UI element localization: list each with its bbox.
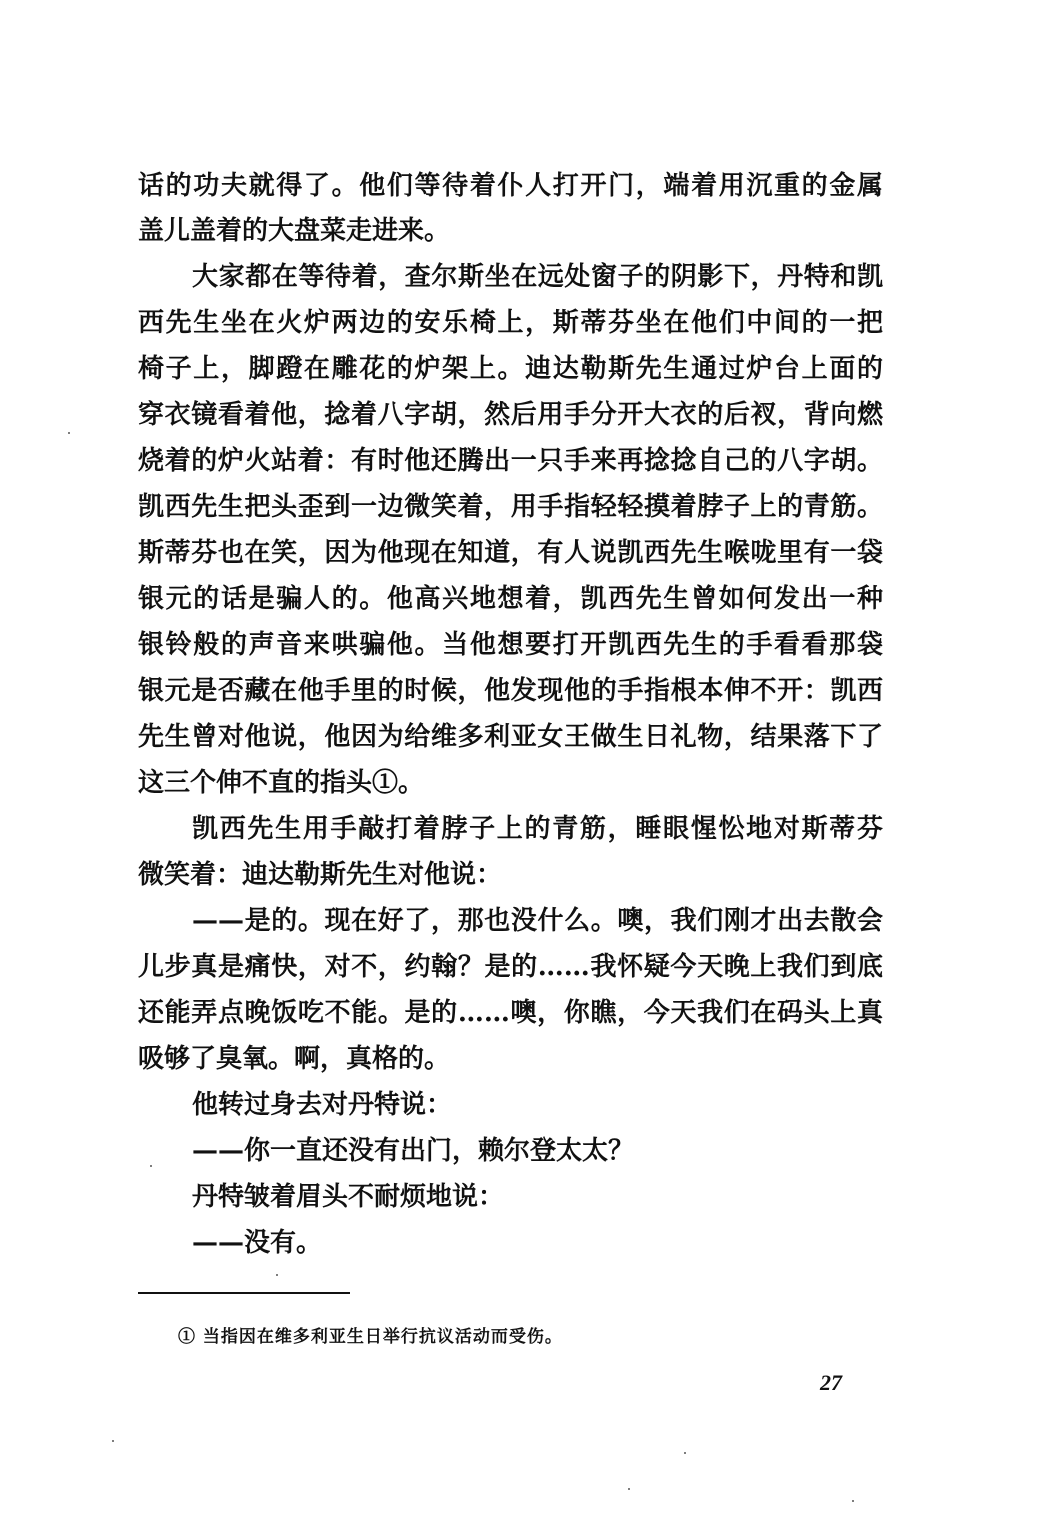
text-line: 斯蒂芬也在笑，因为他现在知道，有人说凯西先生喉咙里有一袋 (138, 538, 883, 568)
scan-speck (276, 1274, 278, 1276)
text-line: 他转过身去对丹特说： (192, 1090, 453, 1120)
text-line: 这三个伸不直的指头①。 (138, 768, 425, 798)
text-line: 吸够了臭氧。啊，真格的。 (138, 1044, 451, 1074)
text-line: ——没有。 (192, 1228, 323, 1258)
footnote-divider (138, 1292, 350, 1294)
text-line: 穿衣镜看着他，捻着八字胡，然后用手分开大衣的后衩，背向燃 (138, 400, 883, 430)
text-line: 烧着的炉火站着：有时他还腾出一只手来再捻捻自己的八字胡。 (138, 446, 883, 476)
text-line: 盖儿盖着的大盘菜走进来。 (138, 216, 451, 246)
scan-speck (112, 1440, 114, 1442)
text-line: 先生曾对他说，他因为给维多利亚女王做生日礼物，结果落下了 (138, 722, 883, 752)
text-line: 凯西先生用手敲打着脖子上的青筋，睡眼惺忪地对斯蒂芬 (192, 814, 883, 844)
text-line: 凯西先生把头歪到一边微笑着，用手指轻轻摸着脖子上的青筋。 (138, 492, 883, 522)
page-number: 27 (820, 1370, 842, 1395)
text-line: ——你一直还没有出门，赖尔登太太？ (192, 1136, 635, 1166)
footnote: ① 当指因在维多利亚生日举行抗议活动而受伤。 (178, 1327, 563, 1347)
text-line: 银元的话是骗人的。他高兴地想着，凯西先生曾如何发出一种 (138, 584, 883, 614)
text-line: 大家都在等待着，查尔斯坐在远处窗子的阴影下，丹特和凯 (192, 262, 883, 292)
text-line: 还能弄点晚饭吃不能。是的……噢，你瞧，今天我们在码头上真 (138, 998, 883, 1028)
text-line: 丹特皱着眉头不耐烦地说： (192, 1182, 505, 1212)
text-line: 椅子上，脚蹬在雕花的炉架上。迪达勒斯先生通过炉台上面的 (138, 354, 883, 384)
text-line: 银元是否藏在他手里的时候，他发现他的手指根本伸不开：凯西 (138, 676, 883, 706)
scan-speck (150, 1165, 152, 1167)
text-line: ——是的。现在好了，那也没什么。噢，我们刚才出去散会 (192, 906, 883, 936)
text-line: 银铃般的声音来哄骗他。当他想要打开凯西先生的手看看那袋 (138, 630, 883, 660)
scan-speck (852, 1500, 854, 1502)
scan-speck (68, 432, 70, 434)
scan-speck (684, 1452, 686, 1454)
text-line: 西先生坐在火炉两边的安乐椅上，斯蒂芬坐在他们中间的一把 (138, 308, 883, 338)
text-line: 微笑着：迪达勒斯先生对他说： (138, 860, 503, 890)
scan-speck (628, 1488, 630, 1490)
text-line: 话的功夫就得了。他们等待着仆人打开门，端着用沉重的金属 (138, 171, 883, 201)
text-line: 儿步真是痛快，对不，约翰？是的……我怀疑今天晚上我们到底 (138, 952, 883, 982)
